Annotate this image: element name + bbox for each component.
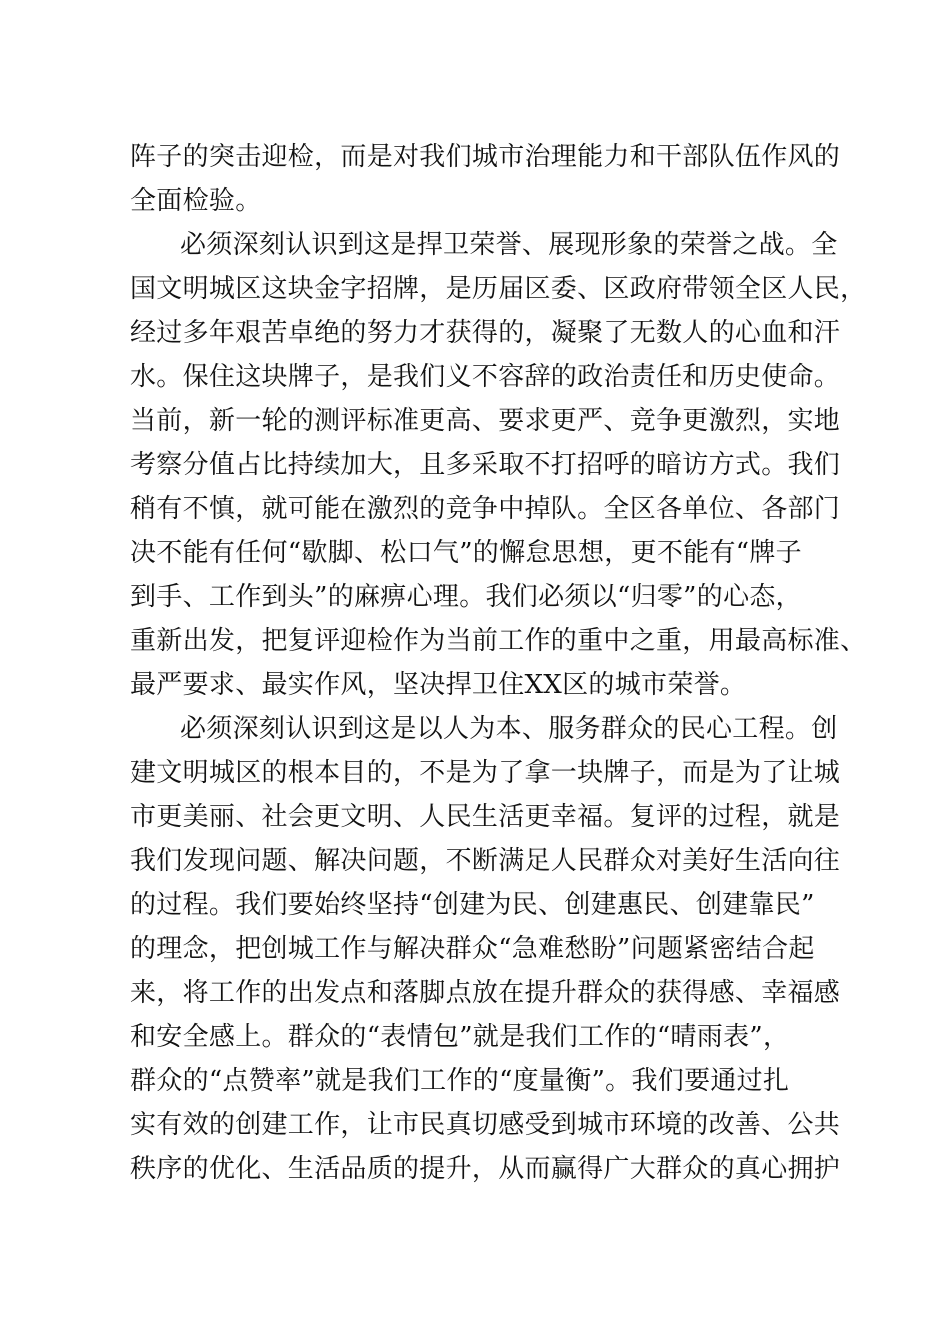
text-line: 当前，新一轮的测评标准更高、要求更严、竞争更激烈，实地 [130, 406, 841, 436]
text-line: 经过多年艰苦卓绝的努力才获得的，凝聚了无数人的心血和汗 [130, 318, 841, 348]
text-line: 决不能有任何“歇脚、松口气”的懈怠思想，更不能有“牌子 [130, 538, 802, 568]
text-line: 群众的“点赞率”就是我们工作的“度量衡”。我们要通过扎 [130, 1066, 790, 1096]
paragraph-start-line: 必须深刻认识到这是捍卫荣誉、展现形象的荣誉之战。全 [180, 230, 838, 260]
text-line: 重新出发，把复评迎检作为当前工作的重中之重，用最高标准、 [130, 626, 867, 656]
text-line: 市更美丽、社会更文明、人民生活更幸福。复评的过程，就是 [130, 802, 841, 832]
text-line: 稍有不慎，就可能在激烈的竞争中掉队。全区各单位、各部门 [130, 494, 841, 524]
text-line: 最严要求、最实作风，坚决捍卫住XX区的城市荣誉。 [130, 670, 747, 700]
text-line: 秩序的优化、生活品质的提升，从而赢得广大群众的真心拥护 [130, 1154, 841, 1184]
text-line: 来，将工作的出发点和落脚点放在提升群众的获得感、幸福感 [130, 978, 841, 1008]
text-line: 国文明城区这块金字招牌，是历届区委、区政府带领全区人民， [130, 274, 867, 304]
text-line: 建文明城区的根本目的，不是为了拿一块牌子，而是为了让城 [130, 758, 841, 788]
text-line: 水。保住这块牌子，是我们义不容辞的政治责任和历史使命。 [130, 362, 841, 392]
text-line: 考察分值占比持续加大，且多采取不打招呼的暗访方式。我们 [130, 450, 841, 480]
text-line: 的理念，把创城工作与解决群众“急难愁盼”问题紧密结合起 [130, 934, 815, 964]
text-line: 阵子的突击迎检，而是对我们城市治理能力和干部队伍作风的 [130, 142, 841, 172]
text-line: 和安全感上。群众的“表情包”就是我们工作的“晴雨表”， [130, 1022, 790, 1052]
paragraph-start-line: 必须深刻认识到这是以人为本、服务群众的民心工程。创 [180, 714, 838, 744]
text-line: 实有效的创建工作，让市民真切感受到城市环境的改善、公共 [130, 1110, 841, 1140]
text-line: 我们发现问题、解决问题，不断满足人民群众对美好生活向往 [130, 846, 841, 876]
text-line: 的过程。我们要始终坚持“创建为民、创建惠民、创建靠民” [130, 890, 815, 920]
text-line: 到手、工作到头”的麻痹心理。我们必须以“归零”的心态， [130, 582, 802, 612]
text-line: 全面检验。 [130, 186, 262, 216]
